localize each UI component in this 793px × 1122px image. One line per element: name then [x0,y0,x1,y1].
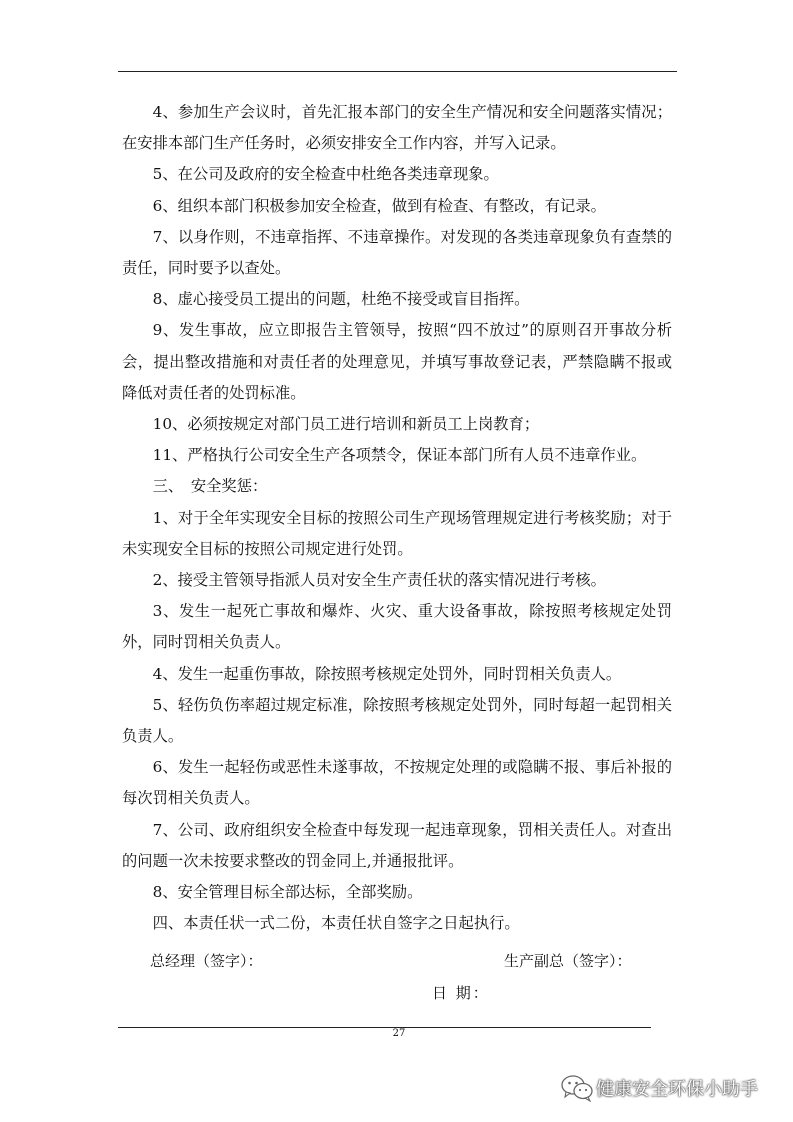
paragraph: 7、以身作则，不违章指挥、不违章操作。对发现的各类违章现象负有查禁的责任，同时要予以查处。 [122,227,672,278]
section-heading: 三、 安全奖惩： [152,477,268,496]
paragraph: 8、安全管理目标全部达标，全部奖励。 [152,883,423,902]
wechat-icon [560,1074,594,1102]
header-rule [118,71,677,72]
paragraph: 5、在公司及政府的安全检查中杜绝各类违章现象。 [152,165,499,184]
paragraph: 10、必须按规定对部门员工进行培训和新员工上岗教育； [152,415,540,434]
watermark-text: 健康安全环保小助手 [596,1079,758,1100]
paragraph: 6、发生一起轻伤或恶性未遂事故，不按规定处理的或隐瞒不报、事后补报的每次罚相关负责人。 [122,758,672,808]
paragraph: 6、组织本部门积极参加安全检查，做到有检查、有整改，有记录。 [152,196,606,215]
page-number: 27 [392,1028,406,1039]
document-body [122,97,672,939]
paragraph: 8、虚心接受员工提出的问题，杜绝不接受或盲目指挥。 [152,290,530,309]
watermark [560,1073,758,1103]
paragraph: 4、发生一起重伤事故，除按照考核规定处罚外，同时罚相关负责人。 [152,664,622,683]
date-label: 日 期： [432,984,490,1002]
paragraph: 4、参加生产会议时，首先汇报本部门的安全生产情况和安全问题落实情况；在安排本部门生产任务时，必须安排安全工作内容，并写入记录。 [122,103,672,153]
paragraph: 9、发生事故，应立即报告主管领导，按照“四不放过”的原则召开事故分析会，提出整改措施和对责任者的处理意见，并填写事故登记表，严禁隐瞒不报或降低对责任者的处罚标准。 [122,321,672,402]
general-manager-signature-label: 总经理（签字）： [150,952,263,970]
paragraph: 3、发生一起死亡事故和爆炸、火灾、重大设备事故，除按照考核规定处罚外，同时罚相关负责人。 [122,602,672,652]
section-heading: 四、本责任状一式二份，本责任状自签字之日起执行。 [152,914,520,933]
production-deputy-signature-label: 生产副总（签字）： [504,952,632,970]
paragraph: 2、接受主管领导指派人员对安全生产责任状的落实情况进行考核。 [152,571,606,590]
paragraph: 7、公司、政府组织安全检查中每发现一起违章现象，罚相关责任人。对查出的问题一次未按要求整改的罚金同上,并通报批评。 [122,820,672,870]
paragraph: 11、严格执行公司安全生产各项禁令，保证本部门所有人员不违章作业。 [152,446,647,465]
paragraph: 1、对于全年实现安全目标的按照公司生产现场管理规定进行考核奖励；对于未实现安全目标的按照公司规定进行处罚。 [122,508,672,558]
paragraph: 5、轻伤负伤率超过规定标准，除按照考核规定处罚外，同时每超一起罚相关负责人。 [122,695,672,746]
